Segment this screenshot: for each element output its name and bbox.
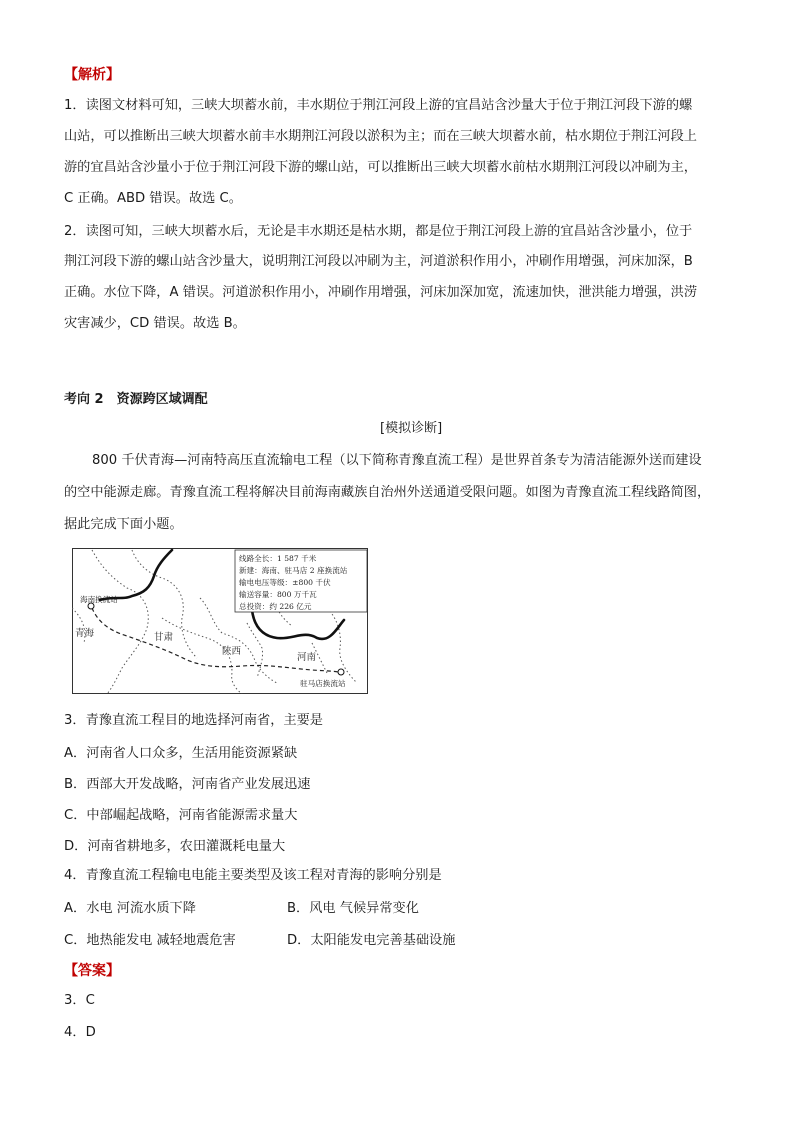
question-option: A．河南省人口众多，生活用能资源紧缺: [64, 746, 298, 761]
zhumadian-station-label: 驻马店换流站: [300, 679, 346, 688]
info-line: 输送容量：800 万千瓦: [239, 590, 317, 599]
intro-line: 800 千伏青海—河南特高压直流输电工程（以下简称青豫直流工程）是世界首条专为清洁能源外送而建设: [92, 453, 702, 468]
question-option: D．河南省耕地多，农田灌溉耗电量大: [64, 839, 286, 854]
question-option: D．太阳能发电完善基础设施: [287, 933, 456, 948]
answer-item: 3．C: [64, 993, 95, 1008]
intro-line: 的空中能源走廊。青豫直流工程将解决目前海南藏族自治州外送通道受限问题。如图为青豫直流工程线路简图，: [64, 485, 711, 500]
section-subheading: [模拟诊断]: [380, 421, 443, 436]
henan-label: 河南: [297, 652, 317, 663]
info-line: 新建：海南、驻马店 2 座换流站: [239, 566, 348, 575]
info-line: 总投资：约 226 亿元: [239, 602, 312, 611]
question-option: A．水电 河流水质下降: [64, 901, 196, 916]
intro-line: 据此完成下面小题。: [64, 517, 183, 532]
analysis-p2-line: 荆江河段下游的螺山站含沙量大，说明荆江河段以冲刷为主，河道淤积作用小，冲刷作用增强，河床加深，B: [64, 254, 693, 269]
question-option: B．风电 气候异常变化: [287, 901, 419, 916]
shaanxi-label: 陕西: [222, 646, 242, 657]
question-stem: 4．青豫直流工程输电电能主要类型及该工程对青海的影响分别是: [64, 868, 442, 883]
question-option: C．地热能发电 减轻地震危害: [64, 933, 236, 948]
route-map: [72, 548, 368, 694]
question-option: B．西部大开发战略，河南省产业发展迅速: [64, 777, 311, 792]
zhumadian-station-marker: [338, 669, 344, 675]
analysis-p1-line: 1．读图文材料可知，三峡大坝蓄水前，丰水期位于荆江河段上游的宜昌站含沙量大于位于荆江河段下游的螺: [64, 98, 693, 113]
info-line: 线路全长：1 587 千米: [239, 554, 317, 563]
analysis-p2-line: 2．读图可知，三峡大坝蓄水后，无论是丰水期还是枯水期，都是位于荆江河段上游的宜昌站含沙量小，位于: [64, 224, 693, 239]
info-line: 输电电压等级：±800 千伏: [239, 578, 331, 587]
analysis-p2-line: 灾害减少，CD 错误。故选 B。: [64, 316, 246, 331]
answer-item: 4．D: [64, 1025, 96, 1040]
question-stem: 3．青豫直流工程目的地选择河南省，主要是: [64, 713, 323, 728]
question-option: C．中部崛起战略，河南省能源需求量大: [64, 808, 298, 823]
analysis-p1-line: C 正确。ABD 错误。故选 C。: [64, 191, 242, 206]
hainan-station-label: 海南换流站: [80, 595, 118, 604]
analysis-p1-line: 山站，可以推断出三峡大坝蓄水前丰水期荆江河段以淤积为主；而在三峡大坝蓄水前，枯水期位于荆江河段上: [64, 129, 697, 144]
analysis-p1-line: 游的宜昌站含沙量小于位于荆江河段下游的螺山站，可以推断出三峡大坝蓄水前枯水期荆江河段以冲刷为主，: [64, 160, 697, 175]
section-heading: 考向 2 资源跨区域调配: [64, 392, 208, 407]
analysis-p2-line: 正确。水位下降，A 错误。河道淤积作用小，冲刷作用增强，河床加深加宽，流速加快，泄洪能力增强，洪涝: [64, 285, 698, 300]
answer-tag: 【答案】: [64, 963, 120, 979]
qinghai-label: 青海: [75, 628, 95, 639]
gansu-label: 甘肃: [154, 632, 174, 643]
analysis-tag: 【解析】: [64, 67, 120, 83]
